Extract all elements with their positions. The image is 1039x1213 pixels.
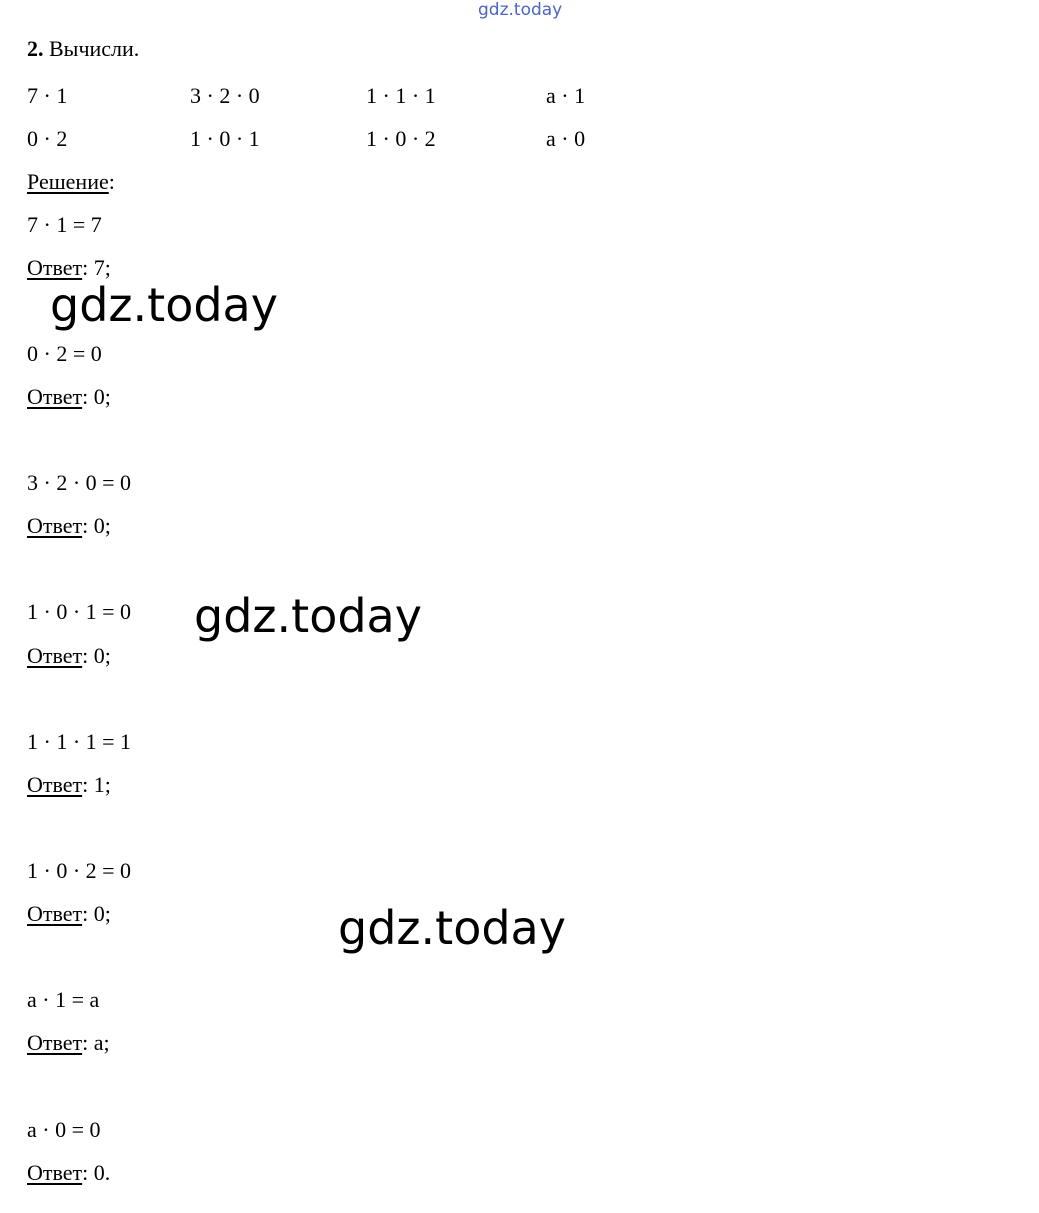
- watermark-2: gdz.today: [194, 589, 422, 643]
- exercise-1-4: a · 1: [546, 83, 586, 108]
- watermark-top: gdz.today: [478, 0, 563, 20]
- solution-answer: Ответ: 0;: [27, 643, 111, 668]
- solution-equation: 0 · 2 = 0: [27, 341, 102, 366]
- answer-label: Ответ: [27, 643, 83, 668]
- exercise-1-3: 1 · 1 · 1: [366, 83, 436, 108]
- task-number: 2.: [27, 36, 44, 61]
- exercise-1-1: 7 · 1: [27, 83, 68, 108]
- answer-value: 0;: [93, 513, 111, 538]
- solution-equation: 1 · 0 · 2 = 0: [27, 858, 132, 883]
- task-title: Вычисли.: [49, 36, 140, 61]
- exercise-2-3: 1 · 0 · 2: [366, 126, 436, 151]
- solution-answer: Ответ: 0.: [27, 1160, 111, 1185]
- solution-equation: 7 · 1 = 7: [27, 212, 102, 237]
- solution-answer: Ответ: 1;: [27, 772, 111, 797]
- solution-heading: Решение:: [27, 169, 115, 194]
- solution-equation: 1 · 1 · 1 = 1: [27, 729, 132, 754]
- task-heading: [27, 38, 139, 60]
- answer-label: Ответ: [27, 513, 83, 538]
- watermark-1: gdz.today: [50, 278, 278, 332]
- answer-label: Ответ: [27, 772, 83, 797]
- answer-label: Ответ: [27, 901, 83, 926]
- answer-value: 0;: [93, 384, 111, 409]
- answer-label: Ответ: [27, 1160, 83, 1185]
- exercise-2-4: a · 0: [546, 126, 586, 151]
- watermark-3: gdz.today: [338, 901, 566, 955]
- answer-label: Ответ: [27, 1030, 83, 1055]
- answer-value: 1;: [93, 772, 111, 797]
- answer-value: 0.: [93, 1160, 111, 1185]
- solution-answer: Ответ: 0;: [27, 384, 111, 409]
- answer-label: Ответ: [27, 255, 83, 280]
- answer-value: 0;: [93, 901, 111, 926]
- solution-label: Решение: [27, 169, 109, 194]
- solution-equation: 1 · 0 · 1 = 0: [27, 599, 132, 624]
- solution-equation: a · 0 = 0: [27, 1117, 101, 1142]
- exercise-2-1: 0 · 2: [27, 126, 68, 151]
- exercise-2-2: 1 · 0 · 1: [190, 126, 260, 151]
- solution-answer: Ответ: 0;: [27, 513, 111, 538]
- solution-answer: Ответ: 0;: [27, 901, 111, 926]
- exercise-1-2: 3 · 2 · 0: [190, 83, 260, 108]
- solution-equation: 3 · 2 · 0 = 0: [27, 470, 132, 495]
- solution-answer: Ответ: 7;: [27, 255, 111, 280]
- solution-answer: Ответ: a;: [27, 1030, 110, 1055]
- answer-label: Ответ: [27, 384, 83, 409]
- answer-value: 7;: [93, 255, 111, 280]
- answer-value: a;: [93, 1030, 110, 1055]
- answer-value: 0;: [93, 643, 111, 668]
- solution-equation: a · 1 = a: [27, 987, 100, 1012]
